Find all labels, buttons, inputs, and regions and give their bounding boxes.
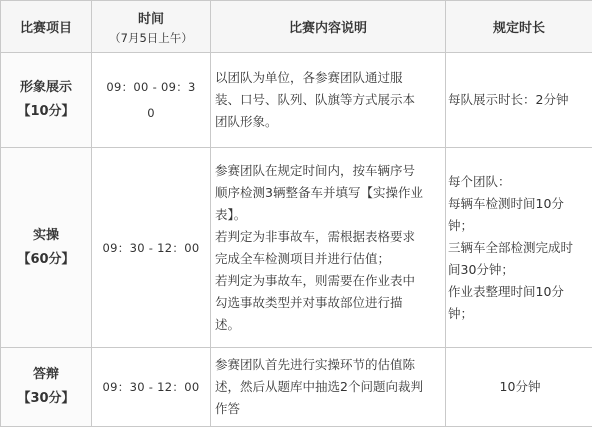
content-line: 参赛团队在规定时间内，按车辆序号	[215, 162, 416, 178]
duration-line: 作业表整理时间10分	[448, 283, 564, 299]
row-duration	[446, 148, 592, 348]
duration-line: 每队展示时长：2分钟	[448, 92, 569, 107]
content-line: 完成全车检测项目并进行估值；	[215, 250, 391, 266]
row-time	[92, 53, 211, 148]
row-item	[1, 348, 92, 427]
header-time-title: 时间	[137, 11, 164, 27]
item-score: 【10分】	[17, 104, 75, 119]
row-item	[1, 148, 92, 348]
duration-line: 钟；	[448, 217, 474, 233]
row-duration	[446, 348, 592, 427]
content-line: 若判定为非事故车，需根据表格要求	[215, 228, 416, 244]
time-line: 09：00 - 09：3	[106, 80, 196, 94]
content-line: 表】。	[215, 206, 247, 222]
row-content	[211, 148, 446, 348]
table-row	[1, 348, 592, 427]
header-item: 比赛项目	[1, 1, 92, 53]
content-line: 作答	[215, 401, 241, 416]
time-line: 09：30 - 12：00	[102, 240, 200, 255]
item-name: 形象展示	[19, 80, 72, 95]
duration-line: 钟；	[448, 305, 474, 321]
content-line: 团队形象。	[215, 114, 278, 129]
duration-line: 三辆车全部检测完成时	[448, 239, 574, 255]
row-duration	[446, 53, 592, 148]
row-time	[92, 148, 211, 348]
row-content	[211, 53, 446, 148]
item-score: 【30分】	[17, 391, 75, 406]
duration-line: 每辆车检测时间10分	[448, 195, 564, 211]
content-line: 参赛团队首先进行实操环节的估值陈	[215, 357, 416, 372]
table-row	[1, 148, 592, 348]
content-line: 述，然后从题库中抽选2个问题向裁判	[215, 379, 423, 394]
content-line: 勾选事故类型并对事故部位进行描	[215, 294, 403, 310]
time-line: 09：30 - 12：00	[102, 380, 200, 394]
duration-line: 间30分钟；	[448, 261, 514, 277]
table-row	[1, 53, 592, 148]
item-name: 实操	[32, 227, 59, 243]
row-item	[1, 53, 92, 148]
content-line: 顺序检测3辆整备车并填写【实操作业	[215, 184, 423, 200]
time-line: 0	[147, 106, 155, 120]
content-line: 述。	[215, 316, 241, 332]
content-line: 以团队为单位，各参赛团队通过服	[215, 70, 403, 85]
row-content	[211, 348, 446, 427]
header-duration: 规定时长	[446, 1, 592, 53]
row-time	[92, 348, 211, 427]
header-time	[92, 1, 211, 53]
content-line: 若判定为事故车，则需要在作业表中	[215, 272, 416, 288]
duration-line: 10分钟	[499, 379, 541, 394]
duration-line: 每个团队：	[448, 173, 511, 189]
item-score: 【60分】	[17, 251, 75, 267]
table-header-row	[1, 1, 592, 53]
content-line: 装、口号、队列、队旗等方式展示本	[215, 92, 416, 107]
item-name: 答辩	[32, 367, 59, 382]
header-time-date: （7月5日上午）	[109, 30, 193, 45]
header-content: 比赛内容说明	[211, 1, 446, 53]
